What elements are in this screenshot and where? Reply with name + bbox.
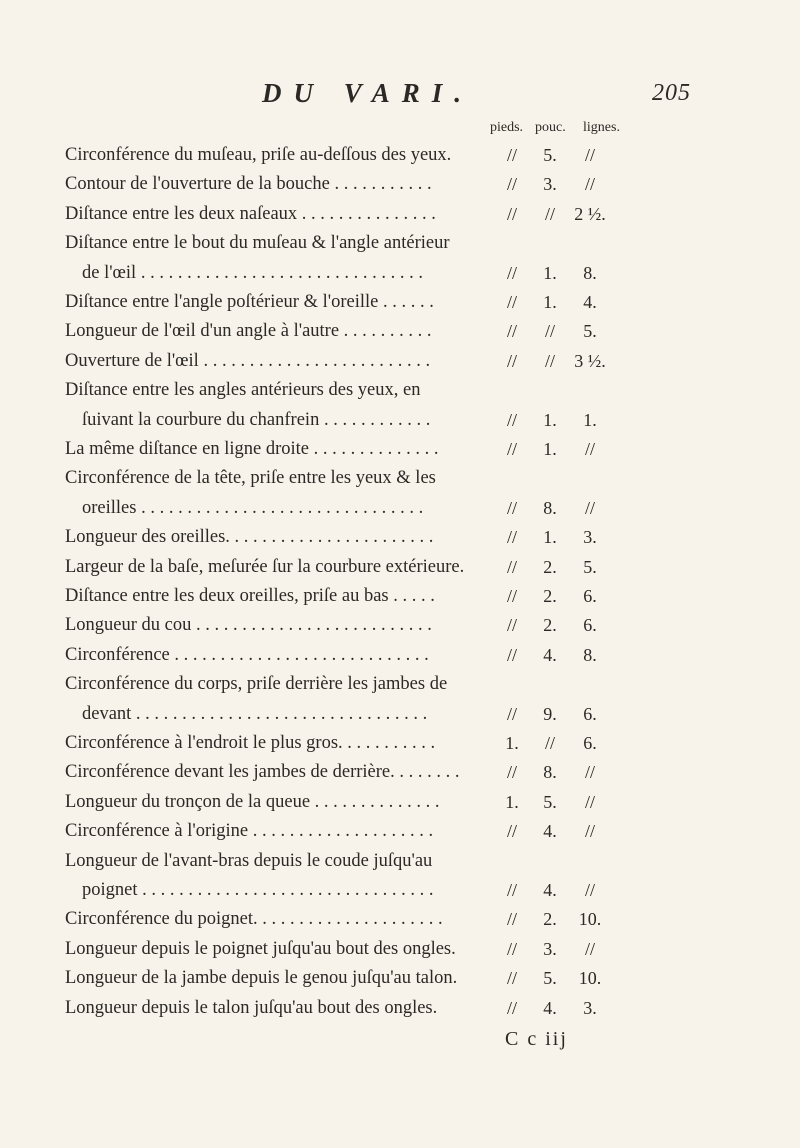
table-row — [0, 816, 800, 846]
value-lignes: // — [584, 938, 595, 959]
value-pieds: // — [506, 527, 517, 548]
measurement-label: Circonférence du muſeau, priſe au-deſſous des yeux. — [65, 145, 452, 165]
value-pieds: // — [506, 174, 517, 195]
table-row — [0, 522, 800, 552]
table-row — [0, 434, 800, 464]
value-pieds: // — [506, 997, 517, 1018]
value-pouces: 2. — [543, 615, 557, 636]
value-pieds: // — [506, 497, 517, 518]
measurement-label: Diſtance entre les deux naſeaux . . . . . . . . . . . . . . . — [65, 203, 436, 224]
value-pieds: // — [506, 439, 517, 459]
measurement-label: Circonférence à l'endroit le plus gros. . . . . . . . . . . — [65, 733, 436, 753]
value-lignes: 8. — [583, 644, 597, 665]
value-lignes: 4. — [583, 292, 597, 312]
value-lignes: 3 ½. — [574, 350, 606, 371]
value-lignes: 6. — [583, 586, 597, 606]
value-lignes: 5. — [583, 556, 597, 577]
measurement-label: Diſtance entre le bout du muſeau & l'angle antérieur — [65, 233, 450, 254]
value-pieds: // — [506, 321, 517, 342]
table-row — [0, 258, 800, 288]
table-row — [0, 287, 800, 317]
table-row — [0, 316, 800, 346]
value-pieds: 1. — [505, 791, 519, 812]
value-pouces: // — [544, 321, 555, 342]
table-row — [0, 963, 800, 993]
value-pouces: 2. — [543, 586, 557, 606]
column-header-lignes: lignes. — [583, 120, 620, 135]
value-pieds: // — [506, 203, 517, 224]
measurement-label: Circonférence du poignet. . . . . . . . . . . . . . . . . . . . . — [65, 909, 443, 930]
value-pieds: // — [506, 409, 517, 430]
value-lignes: // — [584, 439, 595, 459]
value-pouces: 1. — [543, 439, 557, 459]
value-pouces: 4. — [543, 644, 557, 665]
measurement-label: Longueur de l'œil d'un angle à l'autre . . . . . . . . . . — [65, 321, 432, 342]
measurement-label: Longueur du tronçon de la queue . . . . . . . . . . . . . . — [65, 791, 440, 812]
value-lignes: // — [584, 762, 595, 783]
signature-mark: C c iij — [505, 1028, 568, 1050]
table-row — [0, 610, 800, 640]
measurement-label: Contour de l'ouverture de la bouche . . . . . . . . . . . — [65, 174, 432, 195]
table-row — [0, 728, 800, 758]
value-pouces: 8. — [543, 497, 557, 518]
value-lignes: // — [584, 880, 595, 900]
value-lignes: // — [584, 791, 595, 812]
measurement-label: Diſtance entre l'angle poſtérieur & l'oreille . . . . . . — [65, 292, 434, 312]
value-pouces: 1. — [543, 262, 557, 283]
value-pieds: // — [506, 350, 517, 371]
value-pouces: 5. — [543, 145, 557, 165]
value-pouces: 1. — [543, 292, 557, 312]
measurement-label: Ouverture de l'œil . . . . . . . . . . . . . . . . . . . . . . . . . — [65, 350, 431, 371]
value-pouces: 3. — [543, 174, 557, 195]
value-pouces: 8. — [543, 762, 557, 783]
table-row — [0, 346, 800, 376]
measurement-label: Longueur depuis le poignet juſqu'au bout des ongles. — [65, 938, 456, 959]
measurement-label: Longueur depuis le talon juſqu'au bout des ongles. — [65, 997, 438, 1018]
value-pieds: // — [506, 556, 517, 577]
measurement-label: Circonférence de la tête, priſe entre les yeux & les — [65, 468, 436, 489]
value-pouces: 4. — [543, 997, 557, 1018]
page-header — [0, 78, 800, 118]
column-header-pouces: pouc. — [535, 120, 566, 135]
table-row — [0, 875, 800, 905]
table-row — [0, 375, 800, 405]
table-row — [0, 199, 800, 229]
measurement-label: La même diſtance en ligne droite . . . . . . . . . . . . . . — [65, 439, 439, 459]
value-pieds: // — [506, 262, 517, 283]
value-pieds: // — [506, 644, 517, 665]
value-pouces: 5. — [543, 791, 557, 812]
measurement-label: devant . . . . . . . . . . . . . . . . . . . . . . . . . . . . . . . . — [82, 703, 428, 724]
value-pouces: // — [544, 350, 555, 371]
value-pouces: 4. — [543, 880, 557, 900]
measurement-label: Longueur de la jambe depuis le genou juſqu'au talon. — [65, 968, 458, 989]
value-pouces: 2. — [543, 909, 557, 930]
measurement-label: Circonférence à l'origine . . . . . . . . . . . . . . . . . . . . — [65, 821, 434, 842]
measurement-label: Diſtance entre les deux oreilles, priſe au bas . . . . . — [65, 586, 435, 606]
value-lignes: 6. — [583, 615, 597, 636]
value-pieds: // — [506, 821, 517, 842]
measurement-label: Diſtance entre les angles antérieurs des yeux, en — [65, 380, 421, 401]
column-headers — [0, 120, 800, 142]
table-row — [0, 140, 800, 170]
measurement-label: poignet . . . . . . . . . . . . . . . . . . . . . . . . . . . . . . . . — [82, 880, 434, 900]
measurement-label: Circonférence devant les jambes de derrière. . . . . . . . — [65, 762, 460, 783]
table-row — [0, 757, 800, 787]
measurement-label: Largeur de la baſe, meſurée ſur la courbure extérieure. — [65, 556, 465, 577]
value-lignes: 10. — [578, 968, 602, 989]
table-row — [0, 787, 800, 817]
value-lignes: 6. — [583, 733, 597, 753]
table-row — [0, 581, 800, 611]
value-pouces: // — [544, 203, 555, 224]
value-pieds: // — [506, 938, 517, 959]
value-pouces: 1. — [543, 409, 557, 430]
measurement-label: oreilles . . . . . . . . . . . . . . . . . . . . . . . . . . . . . . . — [82, 497, 424, 518]
value-lignes: 8. — [583, 262, 597, 283]
measurement-label: ſuivant la courbure du chanfrein . . . . . . . . . . . . — [82, 409, 431, 430]
measurement-label: Longueur du cou . . . . . . . . . . . . . . . . . . . . . . . . . . — [65, 615, 432, 636]
table-row — [0, 934, 800, 964]
column-header-pieds: pieds. — [490, 120, 524, 135]
value-pouces: 3. — [543, 938, 557, 959]
running-title: DU VARI. — [262, 78, 474, 108]
value-lignes: // — [584, 174, 595, 195]
value-pieds: // — [506, 703, 517, 724]
table-row — [0, 699, 800, 729]
value-lignes: // — [584, 497, 595, 518]
value-lignes: 3. — [583, 527, 597, 548]
value-pouces: // — [544, 733, 555, 753]
table-row — [0, 405, 800, 435]
value-lignes: // — [584, 145, 595, 165]
value-lignes: 5. — [583, 321, 597, 342]
page-number: 205 — [652, 80, 691, 106]
value-lignes: 2 ½. — [574, 203, 606, 224]
value-lignes: // — [584, 821, 595, 842]
value-pouces: 4. — [543, 821, 557, 842]
measurement-label: de l'œil . . . . . . . . . . . . . . . . . . . . . . . . . . . . . . . — [82, 262, 423, 283]
value-pieds: // — [506, 292, 517, 312]
table-row — [0, 640, 800, 670]
measurement-label: Circonférence . . . . . . . . . . . . . . . . . . . . . . . . . . . . — [65, 644, 429, 665]
table-row — [0, 493, 800, 523]
value-pouces: 1. — [543, 527, 557, 548]
table-row — [0, 904, 800, 934]
value-pieds: // — [506, 880, 517, 900]
value-lignes: 10. — [578, 909, 602, 930]
table-row — [0, 228, 800, 258]
value-pouces: 5. — [543, 968, 557, 989]
value-pieds: // — [506, 762, 517, 783]
value-pouces: 9. — [543, 703, 557, 724]
table-row — [0, 552, 800, 582]
value-pieds: 1. — [505, 733, 519, 753]
value-lignes: 3. — [583, 997, 597, 1018]
measurement-label: Longueur des oreilles. . . . . . . . . . . . . . . . . . . . . . . — [65, 527, 434, 548]
table-row — [0, 846, 800, 876]
value-pieds: // — [506, 586, 517, 606]
value-lignes: 1. — [583, 409, 597, 430]
measurement-label: Circonférence du corps, priſe derrière les jambes de — [65, 674, 448, 695]
measurement-label: Longueur de l'avant-bras depuis le coude juſqu'au — [65, 850, 433, 871]
value-pouces: 2. — [543, 556, 557, 577]
value-pieds: // — [506, 615, 517, 636]
table-row — [0, 993, 800, 1023]
table-row — [0, 669, 800, 699]
value-pieds: // — [506, 145, 517, 165]
value-pieds: // — [506, 909, 517, 930]
value-lignes: 6. — [583, 703, 597, 724]
table-row — [0, 169, 800, 199]
value-pieds: // — [506, 968, 517, 989]
table-row — [0, 463, 800, 493]
